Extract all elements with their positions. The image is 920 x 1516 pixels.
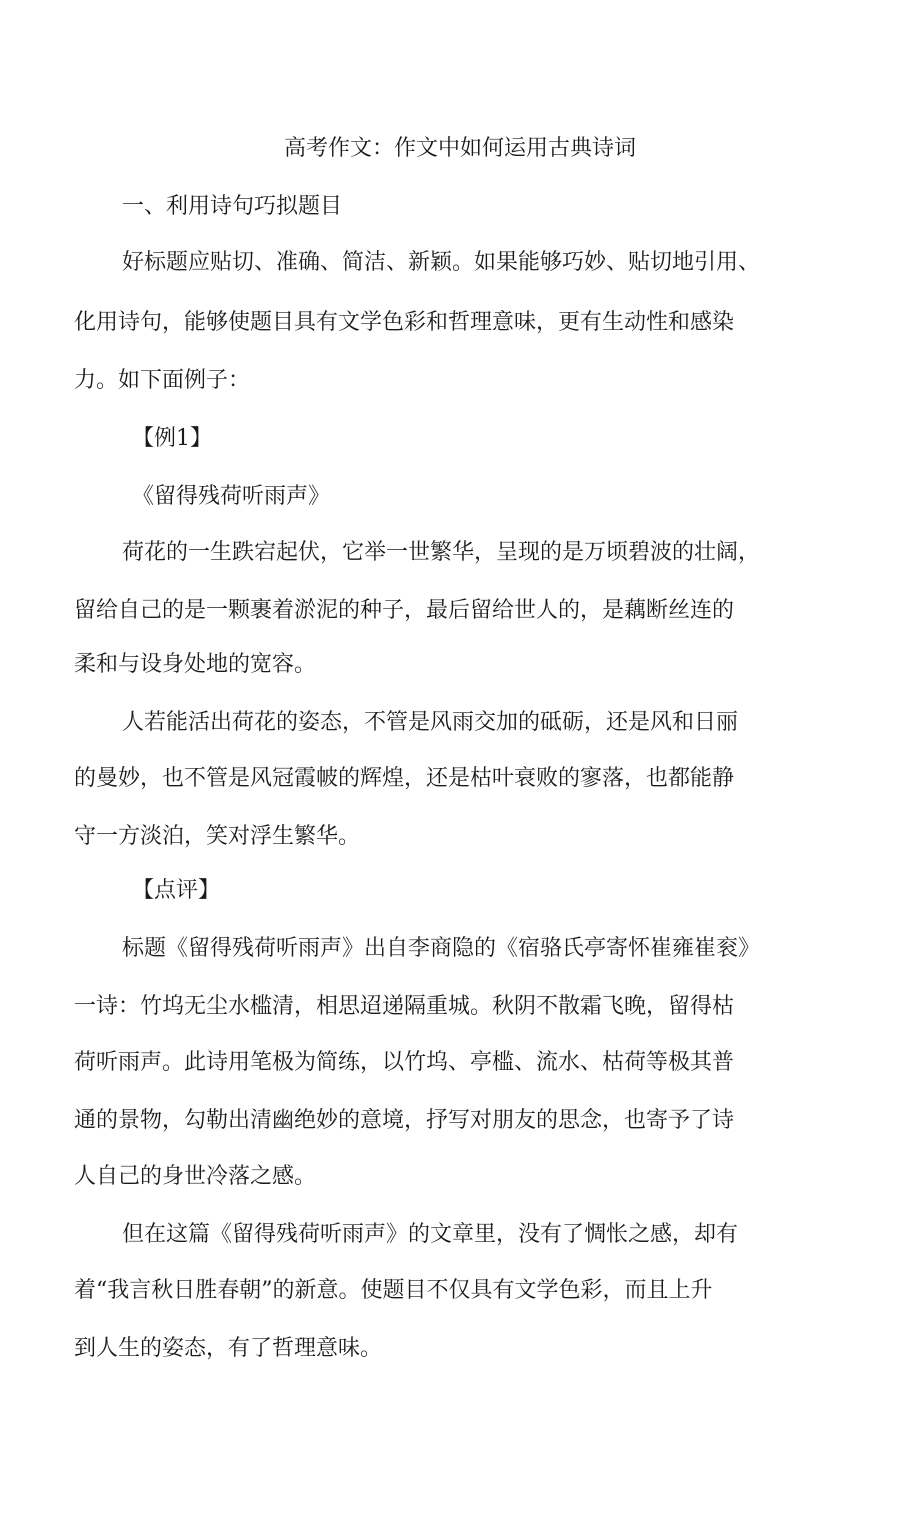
paragraph-line: 通的景物，勾勒出清幽绝妙的意境，抒写对朋友的思念，也寄予了诗: [74, 1108, 735, 1133]
paragraph-line: 柔和与设身处地的宽容。: [74, 652, 317, 677]
comment-label: 【点评】: [132, 878, 221, 903]
paragraph-line: 一诗：竹坞无尘水槛清，相思迢递隔重城。秋阴不散霜飞晚，留得枯: [74, 994, 735, 1019]
paragraph-line: 力。如下面例子：: [74, 368, 251, 393]
paragraph-line: 标题《留得残荷听雨声》出自李商隐的《宿骆氏亭寄怀崔雍崔衮》: [122, 936, 761, 961]
paragraph-line: 留给自己的是一颗裹着淤泥的种子，最后留给世人的，是藕断丝连的: [74, 598, 735, 623]
paragraph-line: 到人生的姿态，有了哲理意味。: [74, 1336, 383, 1361]
paragraph-line: 荷听雨声。此诗用笔极为简练，以竹坞、亭槛、流水、枯荷等极其普: [74, 1050, 735, 1075]
paragraph-line: 着“我言秋日胜春朝”的新意。使题目不仅具有文学色彩，而且上升: [74, 1278, 713, 1303]
section-heading: 一、利用诗句巧拟题目: [122, 194, 343, 219]
paragraph-line: 的曼妙，也不管是风冠霞帔的辉煌，还是枯叶衰败的寥落，也都能静: [74, 766, 735, 791]
document-title: 高考作文：作文中如何运用古典诗词: [283, 136, 636, 161]
example-title: 《留得残荷听雨声》: [132, 484, 331, 509]
paragraph-line: 人自己的身世冷落之感。: [74, 1164, 317, 1189]
paragraph-line: 荷花的一生跌宕起伏，它举一世繁华，呈现的是万顷碧波的壮阔，: [122, 540, 761, 565]
paragraph-line: 守一方淡泊，笑对浮生繁华。: [74, 824, 361, 849]
paragraph-line: 好标题应贴切、准确、简洁、新颖。如果能够巧妙、贴切地引用、: [122, 250, 761, 275]
example-label: 【例1】: [132, 426, 212, 451]
paragraph-line: 人若能活出荷花的姿态，不管是风雨交加的砥砺，还是风和日丽: [122, 710, 739, 735]
paragraph-line: 化用诗句，能够使题目具有文学色彩和哲理意味，更有生动性和感染: [74, 310, 735, 335]
paragraph-line: 但在这篇《留得残荷听雨声》的文章里，没有了惆怅之感，却有: [122, 1222, 739, 1247]
